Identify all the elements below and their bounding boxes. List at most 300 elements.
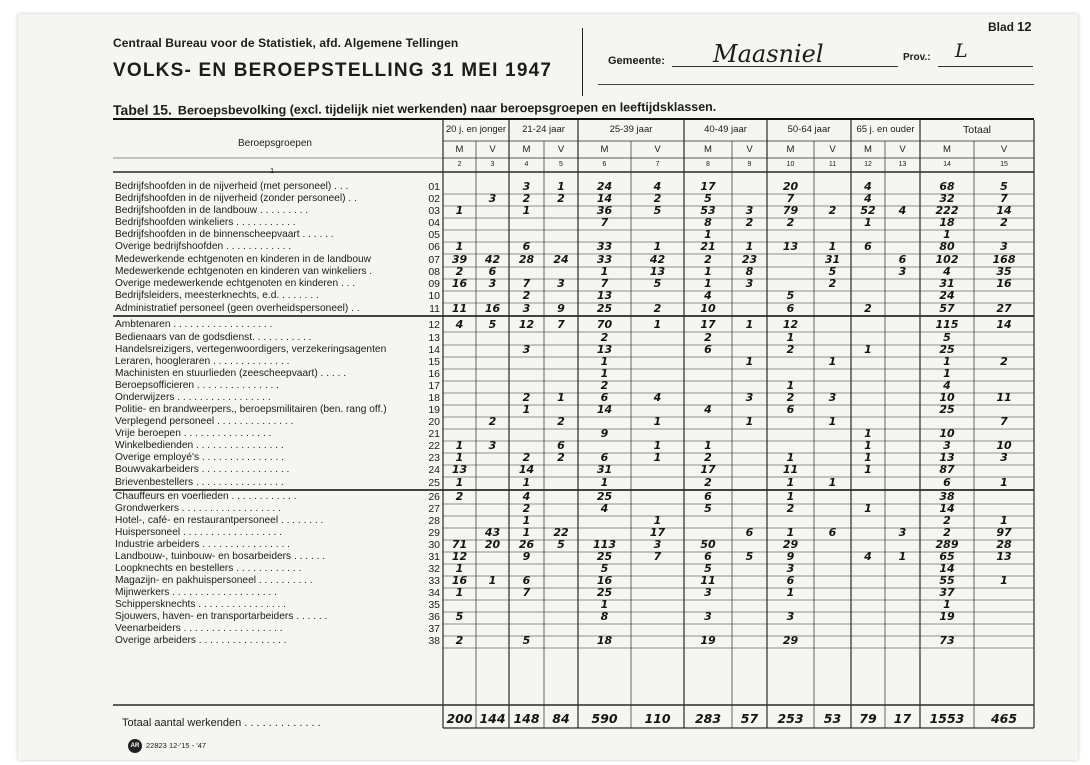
total-value: 110 [644, 711, 671, 726]
sex-header: V [489, 144, 496, 155]
column-number: 14 [943, 161, 951, 168]
row-number: 11 [429, 303, 440, 315]
row-number: 19 [428, 404, 440, 416]
cell-value: 12 [782, 318, 799, 331]
cell-value: 5 [522, 634, 531, 647]
cell-value: 8 [600, 610, 609, 623]
cell-value: 1 [455, 451, 464, 464]
cell-value: 4 [600, 502, 609, 515]
total-value: 53 [823, 711, 842, 726]
cell-value: 6 [600, 451, 609, 464]
cell-value: 2 [653, 302, 662, 315]
row-label: Handelsreizigers, vertegenwoordigers, verzekeringsagenten [115, 344, 387, 355]
bureau-name: Centraal Bureau voor de Statistiek, afd. Algemene Tellingen [113, 36, 459, 50]
sex-header: V [654, 144, 661, 155]
cell-value: 1 [943, 598, 951, 611]
row-number: 10 [428, 290, 440, 302]
cell-value: 5 [786, 289, 795, 302]
cell-value: 1 [864, 216, 872, 229]
cell-value: 11 [451, 302, 468, 315]
row-label: Magazijn- en pakhuispersoneel . . . . . . . . . . [115, 575, 313, 586]
cell-value: 2 [864, 302, 872, 315]
cell-value: 16 [451, 574, 468, 587]
cell-value: 1 [786, 490, 795, 503]
cell-value: 4 [653, 180, 662, 193]
row-label: Veenarbeiders . . . . . . . . . . . . . . . . . . [115, 623, 283, 634]
cell-value: 3 [745, 391, 754, 404]
cell-value: 43 [484, 526, 501, 539]
cell-value: 1 [786, 451, 795, 464]
cell-value: 1 [1000, 574, 1008, 587]
sex-header: M [522, 144, 531, 155]
cell-value: 14 [939, 562, 955, 575]
cell-value: 1 [557, 180, 565, 193]
cell-value: 2 [704, 253, 712, 266]
cell-value: 4 [653, 391, 662, 404]
cell-value: 25 [596, 490, 613, 503]
row-number: 38 [428, 635, 440, 647]
cell-value: 1 [653, 415, 662, 428]
cell-value: 1 [557, 391, 565, 404]
row-number: 09 [428, 278, 440, 290]
cell-value: 1 [704, 439, 712, 452]
cell-value: 10 [996, 439, 1012, 452]
age-group-header: 25-39 jaar [609, 124, 653, 135]
column-number: 8 [706, 161, 710, 168]
cell-value: 31 [824, 253, 841, 266]
cell-value: 4 [704, 403, 712, 416]
row-label: Grondwerkers . . . . . . . . . . . . . . . . . . [115, 503, 281, 514]
row-number: 23 [428, 452, 440, 464]
cell-value: 3 [898, 265, 907, 278]
row-label: Brievenbestellers . . . . . . . . . . . . . . . . [115, 477, 284, 488]
row-label: Huispersoneel . . . . . . . . . . . . . . . . . . [115, 527, 283, 538]
cell-value: 87 [939, 463, 955, 476]
cell-value: 3 [898, 526, 907, 539]
cell-value: 25 [596, 586, 613, 599]
cell-value: 25 [596, 302, 613, 315]
cell-value: 1 [745, 355, 754, 368]
row-label: Landbouw-, tuinbouw- en bosarbeiders . . . . . . [115, 551, 326, 562]
cell-value: 18 [596, 634, 613, 647]
cell-value: 7 [557, 318, 565, 331]
cell-value: 2 [1000, 355, 1008, 368]
cell-value: 1 [600, 367, 609, 380]
row-label: Medewerkende echtgenoten en kinderen in de landbouw [115, 254, 372, 265]
cell-value: 4 [898, 204, 907, 217]
cell-value: 13 [939, 451, 955, 464]
cell-value: 113 [593, 538, 616, 551]
cell-value: 2 [943, 514, 951, 527]
cell-value: 1 [943, 355, 951, 368]
total-value: 200 [446, 711, 473, 726]
beroepsgroepen-header: Beroepsgroepen [238, 138, 312, 149]
cell-value: 3 [488, 277, 497, 290]
cell-value: 2 [522, 502, 531, 515]
cell-value: 25 [939, 403, 955, 416]
cell-value: 13 [451, 463, 468, 476]
row-number: 30 [428, 539, 440, 551]
cell-value: 2 [943, 526, 951, 539]
row-number: 01 [428, 181, 440, 193]
cell-value: 17 [700, 463, 716, 476]
cell-value: 25 [596, 550, 613, 563]
column-number: 11 [828, 161, 837, 168]
cell-value: 13 [649, 265, 666, 278]
cell-value: 1 [522, 514, 531, 527]
cell-value: 2 [600, 331, 609, 344]
row-label: Overige arbeiders . . . . . . . . . . . . . . . . [115, 635, 287, 646]
cell-value: 31 [596, 463, 613, 476]
cell-value: 29 [782, 634, 799, 647]
cell-value: 2 [704, 331, 712, 344]
age-group-header: Totaal [962, 124, 992, 136]
cell-value: 1 [455, 204, 464, 217]
cell-value: 6 [522, 574, 531, 587]
cell-value: 6 [786, 302, 795, 315]
cell-value: 3 [1000, 240, 1008, 253]
age-group-header: 50-64 jaar [787, 124, 831, 135]
cell-value: 21 [700, 240, 716, 253]
cell-value: 1 [1000, 476, 1008, 489]
cell-value: 5 [557, 538, 565, 551]
cell-value: 9 [522, 550, 531, 563]
cell-value: 71 [451, 538, 468, 551]
row-number: 27 [428, 503, 440, 515]
cell-value: 9 [600, 427, 609, 440]
total-value: 1553 [929, 711, 965, 726]
cell-value: 33 [596, 240, 613, 253]
cell-value: 5 [704, 192, 712, 205]
cell-value: 14 [518, 463, 535, 476]
cell-value: 2 [455, 265, 464, 278]
cell-value: 14 [596, 192, 613, 205]
row-number: 36 [428, 611, 440, 623]
row-label: Sjouwers, haven- en transportarbeiders . . . . . . [115, 611, 328, 622]
form-title: VOLKS- EN BEROEPSTELLING 31 MEI 1947 [113, 60, 553, 81]
cell-value: 1 [864, 343, 872, 356]
row-number: 29 [428, 527, 440, 539]
cell-value: 10 [939, 391, 955, 404]
cell-value: 13 [596, 343, 613, 356]
cell-value: 31 [939, 277, 955, 290]
cell-value: 5 [488, 318, 497, 331]
cell-value: 7 [600, 216, 609, 229]
row-label: Hotel-, café- en restaurantpersoneel . . . . . . . . [115, 515, 324, 526]
cell-value: 20 [782, 180, 799, 193]
cell-value: 1 [864, 463, 872, 476]
row-label: Bedrijfsleiders, meesterknechts, e.d. . . . . . . . [115, 290, 319, 301]
sex-header: M [786, 144, 795, 155]
column-number: 4 [524, 161, 529, 168]
row-label: Winkelbedienden . . . . . . . . . . . . . . . . [115, 440, 284, 451]
cell-value: 20 [484, 538, 501, 551]
cell-value: 16 [451, 277, 468, 290]
row-number: 25 [428, 477, 440, 489]
row-number: 32 [428, 563, 440, 575]
cell-value: 1 [522, 476, 531, 489]
cell-value: 97 [996, 526, 1012, 539]
row-number: 03 [428, 205, 440, 217]
cell-value: 55 [939, 574, 955, 587]
cell-value: 17 [649, 526, 666, 539]
cell-value: 17 [700, 180, 716, 193]
cell-value: 1 [943, 367, 951, 380]
cell-value: 3 [786, 610, 795, 623]
cell-value: 2 [600, 379, 609, 392]
cell-value: 1 [864, 451, 872, 464]
cell-value: 8 [745, 265, 754, 278]
row-label: Medewerkende echtgenoten en kinderen van winkeliers . [115, 266, 373, 277]
cell-value: 2 [455, 634, 464, 647]
cell-value: 9 [557, 302, 565, 315]
cell-value: 2 [786, 343, 795, 356]
cell-value: 6 [704, 490, 712, 503]
cell-value: 6 [745, 526, 754, 539]
total-value: 465 [990, 711, 1018, 726]
cell-value: 6 [943, 476, 951, 489]
cell-value: 17 [700, 318, 716, 331]
row-number: 33 [428, 575, 440, 587]
cell-value: 2 [828, 204, 837, 217]
sex-header: V [899, 144, 906, 155]
sheet-number: Blad 12 [988, 19, 1032, 34]
row-number: 21 [428, 428, 440, 440]
cell-value: 8 [704, 216, 712, 229]
cell-value: 6 [704, 343, 712, 356]
row-label: Onderwijzers . . . . . . . . . . . . . . . . . [115, 392, 271, 403]
sex-header: V [746, 144, 753, 155]
form-code: 22823 12-'15 - '47 [146, 741, 206, 750]
gemeente-label: Gemeente: [608, 55, 665, 67]
cell-value: 25 [939, 343, 955, 356]
row-number: 34 [428, 587, 440, 599]
cell-value: 1 [488, 574, 497, 587]
cell-value: 2 [522, 391, 531, 404]
cell-value: 12 [451, 550, 468, 563]
cell-value: 2 [557, 451, 565, 464]
cell-value: 7 [522, 586, 531, 599]
cell-value: 1 [745, 240, 754, 253]
cell-value: 3 [786, 562, 795, 575]
cell-value: 1 [653, 451, 662, 464]
cell-value: 1 [786, 586, 795, 599]
cell-value: 1 [653, 240, 662, 253]
cell-value: 1 [600, 598, 609, 611]
cell-value: 3 [704, 610, 712, 623]
row-label: Bedienaars van de godsdienst. . . . . . . . . . . [115, 332, 312, 343]
cell-value: 1 [455, 439, 464, 452]
cell-value: 16 [996, 277, 1012, 290]
cell-value: 24 [596, 180, 613, 193]
cell-value: 28 [996, 538, 1012, 551]
row-label: Bedrijfshoofden in de nijverheid (met personeel) . . . [115, 181, 349, 192]
cell-value: 3 [488, 439, 497, 452]
cell-value: 3 [557, 277, 565, 290]
cell-value: 1 [522, 403, 531, 416]
cell-value: 3 [653, 538, 662, 551]
cell-value: 2 [786, 216, 795, 229]
cell-value: 7 [786, 192, 795, 205]
cell-value: 6 [557, 439, 565, 452]
cell-value: 1 [455, 240, 464, 253]
cell-value: 3 [745, 277, 754, 290]
row-number: 22 [428, 440, 440, 452]
cell-value: 12 [518, 318, 535, 331]
row-label: Verplegend personeel . . . . . . . . . . . . . . [115, 416, 294, 427]
cell-value: 6 [828, 526, 837, 539]
cell-value: 1 [786, 379, 795, 392]
cell-value: 2 [653, 192, 662, 205]
row-label: Chauffeurs en voerlieden . . . . . . . . . . . . [115, 491, 297, 502]
column-number: 13 [898, 161, 907, 168]
cell-value: 4 [864, 180, 872, 193]
cell-value: 2 [786, 502, 795, 515]
cell-value: 7 [1000, 415, 1008, 428]
cell-value: 1 [786, 476, 795, 489]
row-number: 06 [428, 241, 440, 253]
cell-value: 13 [996, 550, 1012, 563]
cell-value: 3 [522, 180, 531, 193]
sex-header: V [1000, 144, 1008, 155]
cell-value: 6 [786, 403, 795, 416]
sex-header: V [557, 144, 565, 155]
row-label: Schippersknechts . . . . . . . . . . . . . . . . [115, 599, 286, 610]
cell-value: 11 [700, 574, 716, 587]
row-label: Politie- en brandweerpers., beroepsmilitairen (ben. rang off.) [115, 404, 387, 415]
cell-value: 2 [745, 216, 754, 229]
cell-value: 5 [1000, 180, 1008, 193]
cell-value: 5 [600, 562, 609, 575]
cell-value: 3 [1000, 451, 1008, 464]
cell-value: 42 [649, 253, 666, 266]
column-number: 5 [559, 161, 563, 168]
cell-value: 5 [745, 550, 754, 563]
row-number: 15 [428, 356, 440, 368]
cell-value: 22 [553, 526, 569, 539]
cell-value: 6 [898, 253, 907, 266]
cell-value: 27 [996, 302, 1012, 315]
cell-value: 6 [864, 240, 872, 253]
row-label: Overige medewerkende echtgenoten en kinderen . . . [115, 278, 356, 289]
row-label: Administratief personeel (geen overheidspersoneel) . . [115, 303, 360, 314]
row-label: Loopknechts en bestellers . . . . . . . . . . . . [115, 563, 302, 574]
cell-value: 1 [653, 318, 662, 331]
cell-value: 1 [864, 502, 872, 515]
cell-value: 79 [782, 204, 799, 217]
cell-value: 5 [704, 562, 712, 575]
cell-value: 2 [522, 451, 531, 464]
row-label: Bedrijfshoofden in de nijverheid (zonder personeel) . . [115, 193, 357, 204]
row-label: Machinisten en stuurlieden (zeescheepvaart) . . . . . [115, 368, 347, 379]
cell-value: 7 [653, 550, 662, 563]
cell-value: 2 [522, 289, 531, 302]
cell-value: 18 [939, 216, 955, 229]
sex-header: M [600, 144, 609, 155]
cell-value: 115 [935, 318, 959, 331]
cell-value: 1 [943, 228, 951, 241]
cell-value: 5 [828, 265, 837, 278]
row-number: 31 [428, 551, 440, 563]
cell-value: 4 [704, 289, 712, 302]
cell-value: 5 [653, 277, 662, 290]
column-number: 6 [602, 161, 607, 168]
column-number: 3 [490, 161, 495, 168]
cell-value: 35 [996, 265, 1012, 278]
total-value: 79 [859, 711, 877, 726]
cell-value: 1 [522, 204, 531, 217]
cell-value: 1 [864, 427, 872, 440]
cell-value: 38 [939, 490, 955, 503]
beroep-column-number: 1 [270, 166, 275, 175]
total-label: Totaal aantal werkenden . . . . . . . . . . . . . [122, 717, 321, 729]
cell-value: 2 [557, 415, 565, 428]
cell-value: 7 [522, 277, 531, 290]
cell-value: 5 [455, 610, 464, 623]
sex-header: M [704, 144, 712, 155]
cell-value: 37 [939, 586, 955, 599]
row-number: 26 [428, 491, 440, 503]
row-label: Bedrijfshoofden in de landbouw . . . . . . . . . [115, 205, 309, 216]
cell-value: 1 [455, 562, 464, 575]
cell-value: 13 [596, 289, 613, 302]
cell-value: 73 [939, 634, 955, 647]
age-group-header: 21-24 jaar [522, 124, 565, 135]
cell-value: 16 [484, 302, 501, 315]
row-label: Ambtenaren . . . . . . . . . . . . . . . . . . [115, 319, 273, 330]
row-label: Mijnwerkers . . . . . . . . . . . . . . . . . . . [115, 587, 277, 598]
row-number: 13 [428, 332, 440, 344]
cell-value: 1 [600, 476, 609, 489]
cell-value: 24 [939, 289, 955, 302]
cell-value: 14 [996, 318, 1012, 331]
cell-value: 24 [553, 253, 569, 266]
cell-value: 1 [704, 265, 712, 278]
cell-value: 7 [1000, 192, 1008, 205]
cell-value: 3 [522, 302, 531, 315]
cell-value: 39 [451, 253, 468, 266]
cell-value: 2 [455, 490, 464, 503]
sex-header: M [864, 144, 872, 155]
gemeente-value: Maasniel [713, 40, 824, 68]
cell-value: 6 [704, 550, 712, 563]
cell-value: 6 [786, 574, 795, 587]
column-number: 10 [786, 161, 795, 168]
total-value: 253 [777, 711, 804, 726]
cell-value: 5 [704, 502, 712, 515]
sex-header: M [943, 144, 951, 155]
cell-value: 1 [786, 526, 795, 539]
age-group-header: 20 j. en jonger [445, 124, 507, 135]
cell-value: 1 [653, 439, 662, 452]
cell-value: 53 [700, 204, 716, 217]
cell-value: 1 [455, 476, 464, 489]
row-number: 28 [428, 515, 440, 527]
cell-value: 3 [745, 204, 754, 217]
total-value: 84 [552, 711, 570, 726]
row-number: 08 [428, 266, 440, 278]
row-number: 18 [428, 392, 440, 404]
column-number: 12 [864, 161, 872, 168]
printer-mark: AR [128, 739, 142, 753]
cell-value: 1 [898, 550, 907, 563]
cell-value: 1 [828, 240, 837, 253]
column-number: 7 [655, 161, 660, 168]
table-number: Tabel 15. [112, 101, 172, 118]
cell-value: 4 [943, 265, 951, 278]
cell-value: 1 [745, 318, 754, 331]
row-label: Overige employé's . . . . . . . . . . . . . . . [115, 452, 284, 463]
